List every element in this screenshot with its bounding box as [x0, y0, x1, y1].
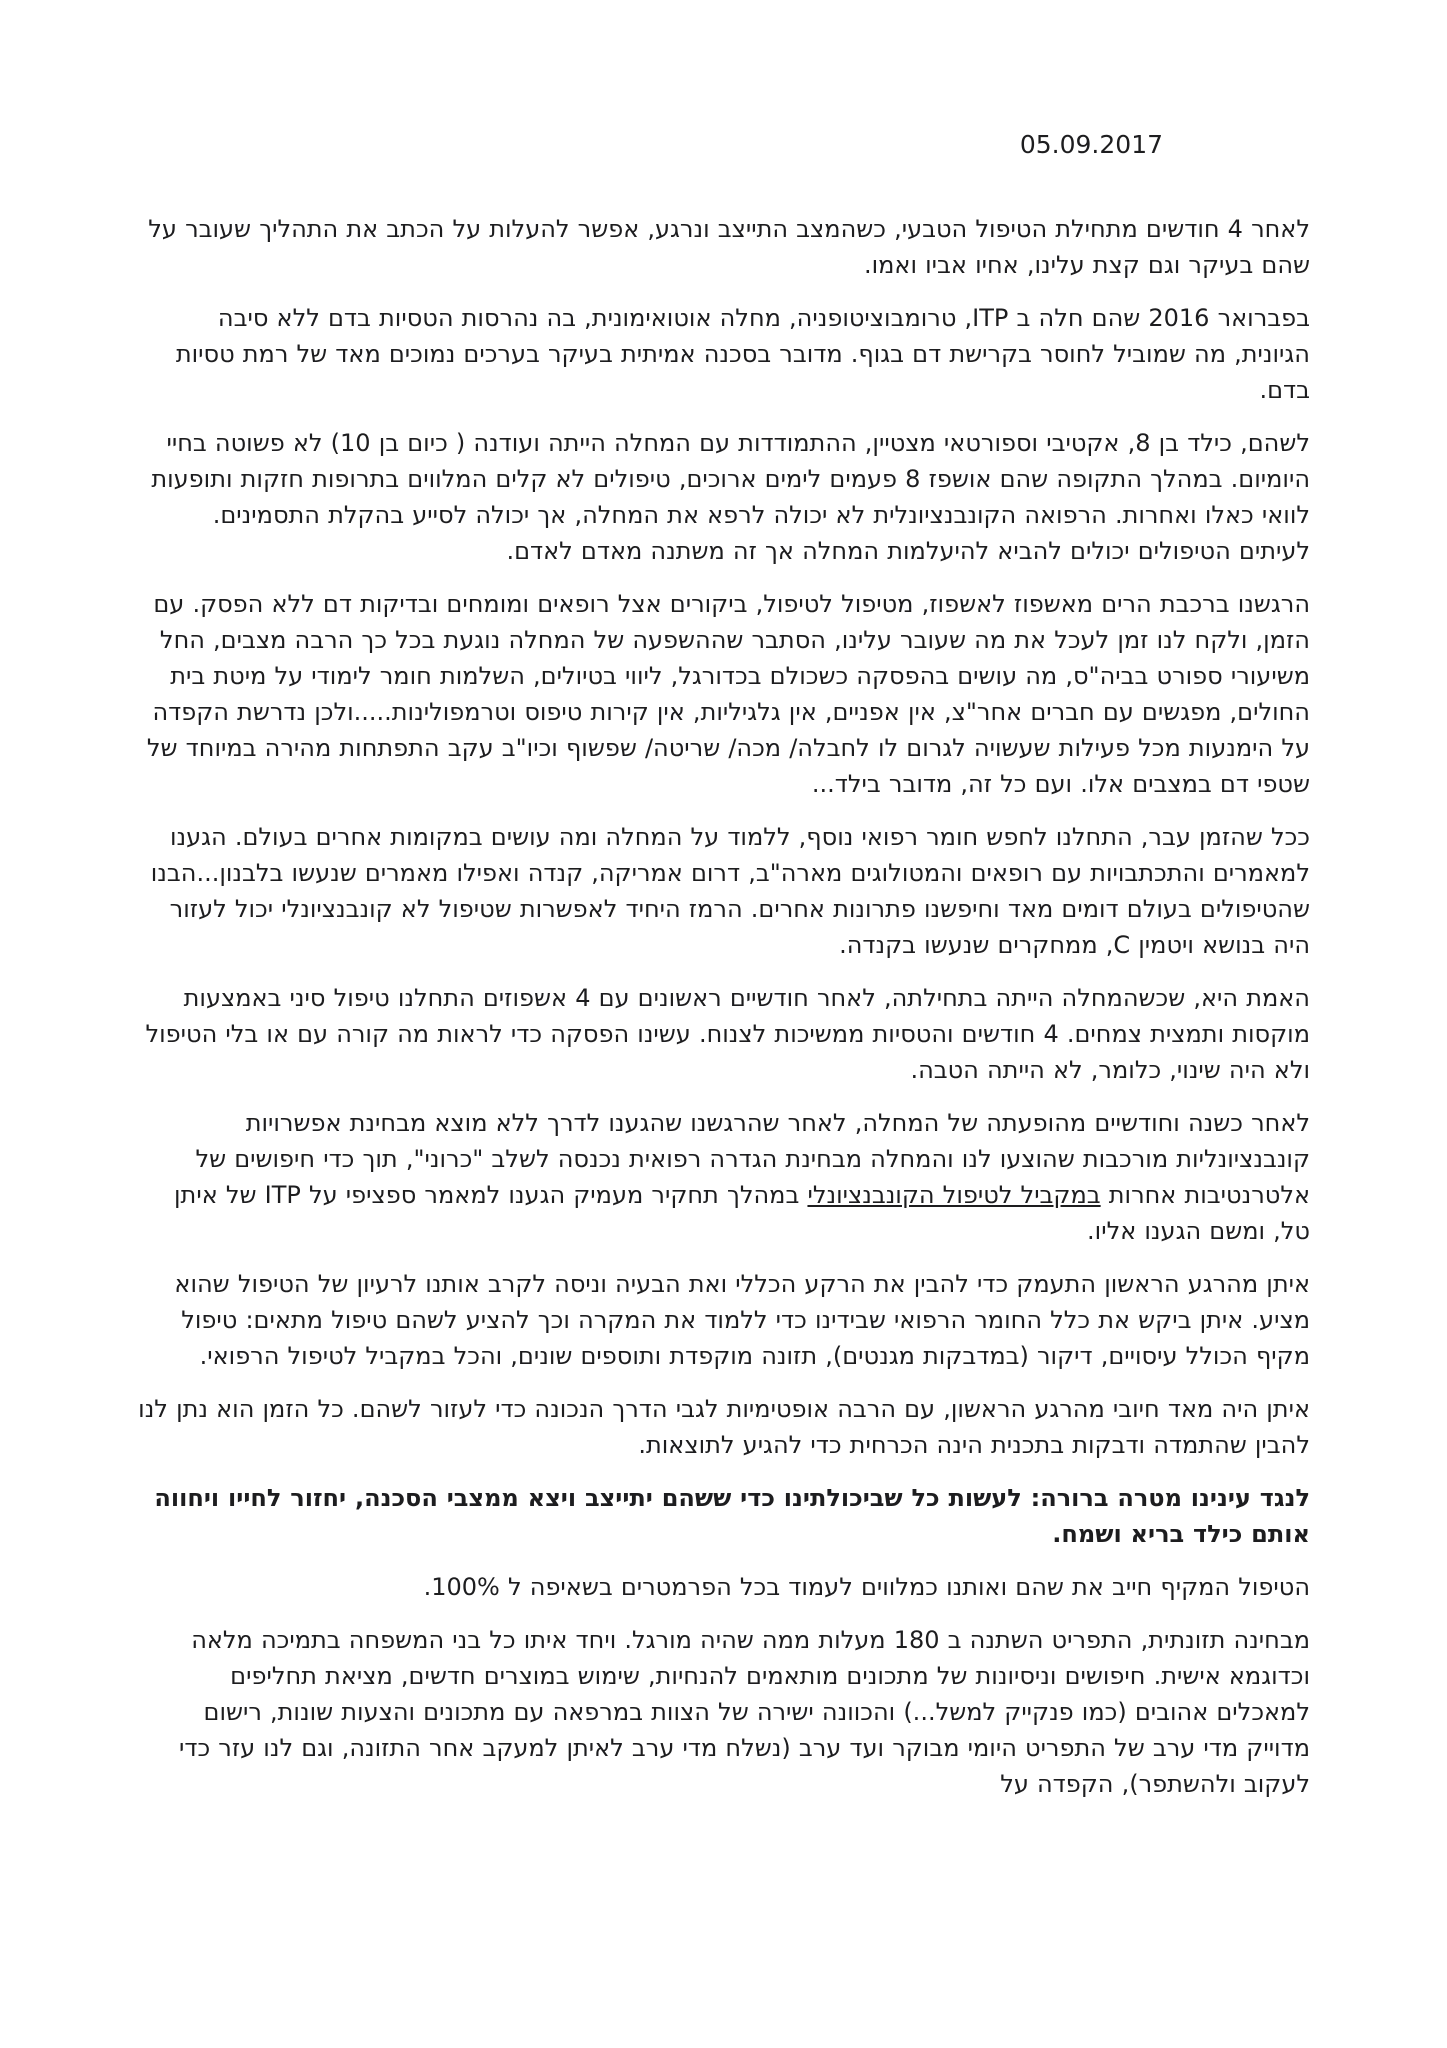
- paragraph-research-world: ככל שהזמן עבר, התחלנו לחפש חומר רפואי נוסף, ללמוד על המחלה ומה עושים במקומות אחרים בעולם. הגענו למאמרים והתכתבויות עם רופאים והמטולוגים מארה"ב, דרום אמריקה, קנדה ואפילו מאמרים שנעשו בלבנון...הבנו שהטיפולים בעולם דומים מאד וחיפשנו פתרונות אחרים. הרמז היחיד לאפשרות שטיפול לא קונבנציונלי יכול לעזור היה בנושא ויטמין C, ממחקרים שנעשו בקנדה.: [150, 823, 1310, 959]
- paragraph-nutrition: מבחינה תזונתית, התפריט השתנה ב 180 מעלות ממה שהיה מורגל. ויחד איתו כל בני המשפחה בתמיכה מלאה וכדוגמא אישית. חיפושים וניסיונות של מתכונים מותאמים להנחיות, שימוש במוצרים חדשים, מציאת תחליפים למאכלים אהובים (כמו פנקייק למשל...) והכוונה ישירה של הצוות במרפאה עם מתכונים והצעות שונות, רישום מדוייק מדי ערב של התפריט היומי מבוקר ועד ערב (נשלח מדי ערב לאיתן למעקב אחר התזונה, וגם לנו עזר כדי לעקוב ולהשתפר), הקפדה על: [179, 1626, 1310, 1798]
- paragraph-text-segment: לאחר כשנה וחודשיים מהופעתה של המחלה, לאחר שהרגשנו שהגענו לדרך ללא מוצא מבחינת אפשרויות קונבנציונליות מורכבות שהוצעו לנו והמחלה מבחינת הגדרה רפואית נכנסה לשלב "כרוני", תוך כדי חיפושים של אלטרנטיבות אחרות: [195, 1109, 1310, 1209]
- document-content: [137, 0, 1310, 1819]
- paragraph-child-experience: לשהם, כילד בן 8, אקטיבי וספורטאי מצטיין, ההתמודדות עם המחלה הייתה ועודנה ( כיום בן 10) לא פשוטה בחיי היומיום. במהלך התקופה שהם אושפז 8 פעמים לימים ארוכים, טיפולים לא קלים המלווים בתרופות חזקות ותופעות לוואי כאלו ואחרות. הרפואה הקונבנציונלית לא יכולה לרפא את המחלה, אך יכולה לסייע בהקלת התסמינים. לעיתים הטיפולים יכולים להביא להיעלמות המחלה אך זה משתנה מאדם לאדם.: [151, 429, 1310, 565]
- document-date: 05.09.2017: [1019, 130, 1163, 159]
- paragraph-goal-bold: לנגד עינינו מטרה ברורה: לעשות כל שביכולתינו כדי ששהם יתייצב ויצא ממצבי הסכנה, יחזור לחייו ויחווה אותם כילד בריא ושמח.: [154, 1484, 1310, 1548]
- paragraph-diagnosis: בפברואר 2016 שהם חלה ב ITP, טרומבוציטופניה, מחלה אוטואימונית, בה נהרסות הטסיות בדם ללא סיבה הגיונית, מה שמוביל לחוסר בקרישת דם בגוף. מדובר בסכנה אמיתית בעיקר בערכים נמוכים מאד של רמת טסיות בדם.: [175, 304, 1310, 404]
- paragraph-chinese-treatment: האמת היא, שכשהמחלה הייתה בתחילתה, לאחר חודשיים ראשונים עם 4 אשפוזים התחלנו טיפול סיני באמצעות מוקסות ותמצית צמחים. 4 חודשים והטסיות ממשיכות לצנוח. עשינו הפסקה כדי לראות מה קורה עם או בלי הטיפול ולא היה שינוי, כלומר, לא הייתה הטבה.: [145, 984, 1310, 1084]
- paragraph-text-segment: במהלך תחקיר מעמיק הגענו למאמר ספציפי על ITP של איתן טל, ומשם הגענו אליו.: [174, 1181, 1310, 1245]
- paragraph-eitan-positive: איתן היה מאד חיובי מהרגע הראשון, עם הרבה אופטימיות לגבי הדרך הנכונה כדי לעזור לשהם. כל הזמן הוא נתן לנו להבין שהתמדה ודבקות בתכנית הינה הכרחית כדי להגיע לתוצאות.: [138, 1395, 1310, 1459]
- paragraph-chronic-stage: [137, 1105, 1310, 1249]
- paragraph-rollercoaster: הרגשנו ברכבת הרים מאשפוז לאשפוז, מטיפול לטיפול, ביקורים אצל רופאים ומומחים ובדיקות דם ללא הפסק. עם הזמן, ולקח לנו זמן לעכל את מה שעובר עלינו, הסתבר שההשפעה של המחלה נוגעת בכל כך הרבה מצבים, החל משיעורי ספורט בביה"ס, מה עושים בהפסקה כשכולם בכדורגל, ליווי בטיולים, השלמות חומר לימודי על מיטת בית החולים, מפגשים עם חברים אחר"צ, אין אפניים, אין גלגיליות, אין קירות טיפוס וטרמפולינות.....ולכן נדרשת הקפדה על הימנעות מכל פעילות שעשויה לגרום לו לחבלה/ מכה/ שריטה/ שפשוף וכיו"ב עקב התפתחות מהירה במיוחד של שטפי דם במצבים אלו. ועם כל זה, מדובר בילד...: [146, 590, 1310, 798]
- paragraph-intro: לאחר 4 חודשים מתחילת הטיפול הטבעי, כשהמצב התייצב ונרגע, אפשר להעלות על הכתב את התהליך שעובר על שהם בעיקר וגם קצת עלינו, אחיו אביו ואמו.: [148, 215, 1310, 279]
- underlined-text-segment: במקביל לטיפול הקונבנציונלי: [807, 1181, 1101, 1209]
- paragraph-eitan-plan: איתן מהרגע הראשון התעמק כדי להבין את הרקע הכללי ואת הבעיה וניסה לקרב אותנו לרעיון של הטיפול שהוא מציע. איתן ביקש את כלל החומר הרפואי שבידינו כדי ללמוד את המקרה וכך להציע לשהם טיפול מתאים: טיפול מקיף הכולל עיסויים, דיקור (במדבקות מגנטים), תזונה מוקפדת ותוספים שונים, והכל במקביל לטיפול הרפואי.: [174, 1270, 1310, 1370]
- paragraph-commitment: הטיפול המקיף חייב את שהם ואותנו כמלווים לעמוד בכל הפרמטרים בשאיפה ל 100%.: [423, 1573, 1310, 1601]
